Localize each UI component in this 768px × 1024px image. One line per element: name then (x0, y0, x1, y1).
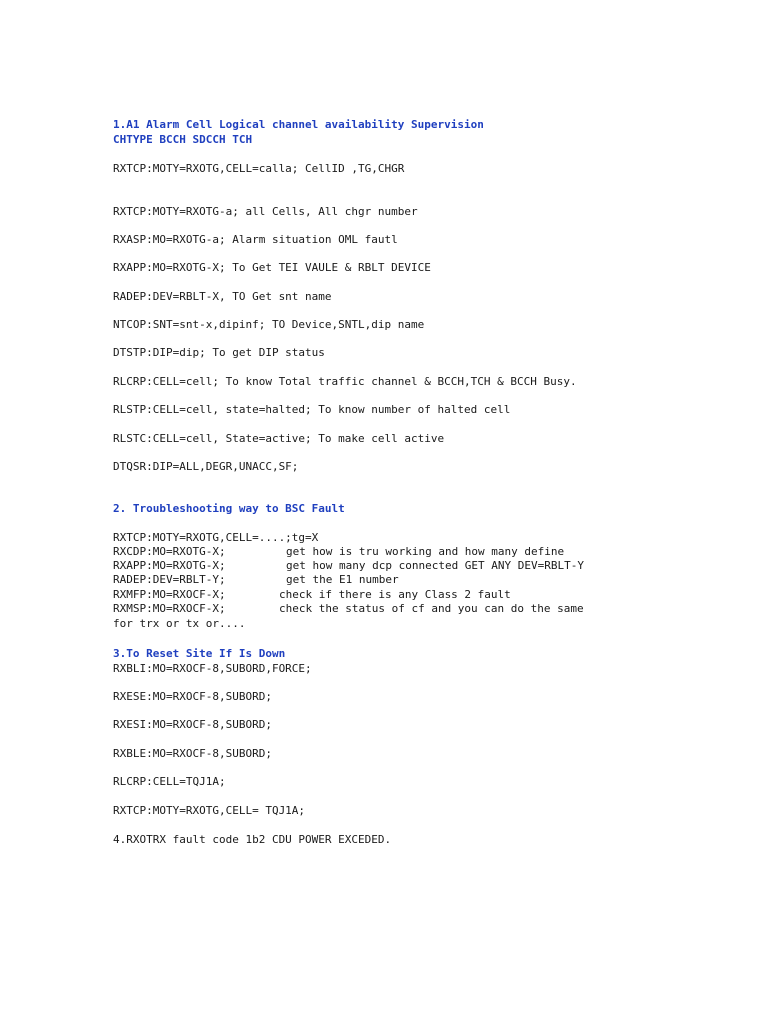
section4-text: 4.RXOTRX fault code 1b2 CDU POWER EXCEDED. (113, 833, 392, 846)
command-description: get how is tru working and how many define (286, 545, 565, 558)
command-line: RXCDP:MO=RXOTG-X; (113, 545, 226, 558)
section3-title: 3.To Reset Site If Is Down (113, 647, 286, 660)
command-line: RLCRP:CELL=TQJ1A; (113, 775, 226, 788)
command-line: DTQSR:DIP=ALL,DEGR,UNACC,SF; (113, 460, 299, 473)
section2-title: 2. Troubleshooting way to BSC Fault (113, 502, 345, 515)
command-line: RXTCP:MOTY=RXOTG,CELL= TQJ1A; (113, 804, 306, 817)
command-line: RXAPP:MO=RXOTG-X; (113, 559, 226, 572)
command-line: RLCRP:CELL=cell; To know Total traffic channel & BCCH,TCH & BCCH Busy. (113, 375, 577, 388)
command-description: check if there is any Class 2 fault (279, 588, 511, 601)
command-line: RXTCP:MOTY=RXOTG-a; all Cells, All chgr number (113, 205, 418, 218)
command-description: get the E1 number (286, 573, 399, 586)
command-description: check the status of cf and you can do the same (279, 602, 584, 615)
section1-subtitle: CHTYPE BCCH SDCCH TCH (113, 133, 253, 146)
command-line: RXTCP:MOTY=RXOTG,CELL=....;tg=X (113, 531, 319, 544)
command-line: DTSTP:DIP=dip; To get DIP status (113, 346, 325, 359)
command-line: RXASP:MO=RXOTG-a; Alarm situation OML fautl (113, 233, 398, 246)
command-description: get how many dcp connected GET ANY DEV=RBLT-Y (286, 559, 585, 572)
command-line: RXAPP:MO=RXOTG-X; To Get TEI VAULE & RBLT DEVICE (113, 261, 431, 274)
command-line: RXESI:MO=RXOCF-8,SUBORD; (113, 718, 272, 731)
command-line: RXTCP:MOTY=RXOTG,CELL=calla; CellID ,TG,CHGR (113, 162, 405, 175)
command-line: RXBLI:MO=RXOCF-8,SUBORD,FORCE; (113, 662, 312, 675)
command-line: RXBLE:MO=RXOCF-8,SUBORD; (113, 747, 272, 760)
command-line: RXMSP:MO=RXOCF-X; (113, 602, 226, 615)
command-line: RADEP:DEV=RBLT-Y; (113, 573, 226, 586)
command-line: RLSTC:CELL=cell, State=active; To make cell active (113, 432, 445, 445)
command-line: for trx or tx or.... (113, 617, 246, 630)
section1-title: 1.A1 Alarm Cell Logical channel availability Supervision (113, 118, 484, 131)
command-line: NTCOP:SNT=snt-x,dipinf; TO Device,SNTL,dip name (113, 318, 425, 331)
command-line: RADEP:DEV=RBLT-X, TO Get snt name (113, 290, 332, 303)
command-line: RLSTP:CELL=cell, state=halted; To know number of halted cell (113, 403, 511, 416)
command-line: RXMFP:MO=RXOCF-X; (113, 588, 226, 601)
command-line: RXESE:MO=RXOCF-8,SUBORD; (113, 690, 272, 703)
